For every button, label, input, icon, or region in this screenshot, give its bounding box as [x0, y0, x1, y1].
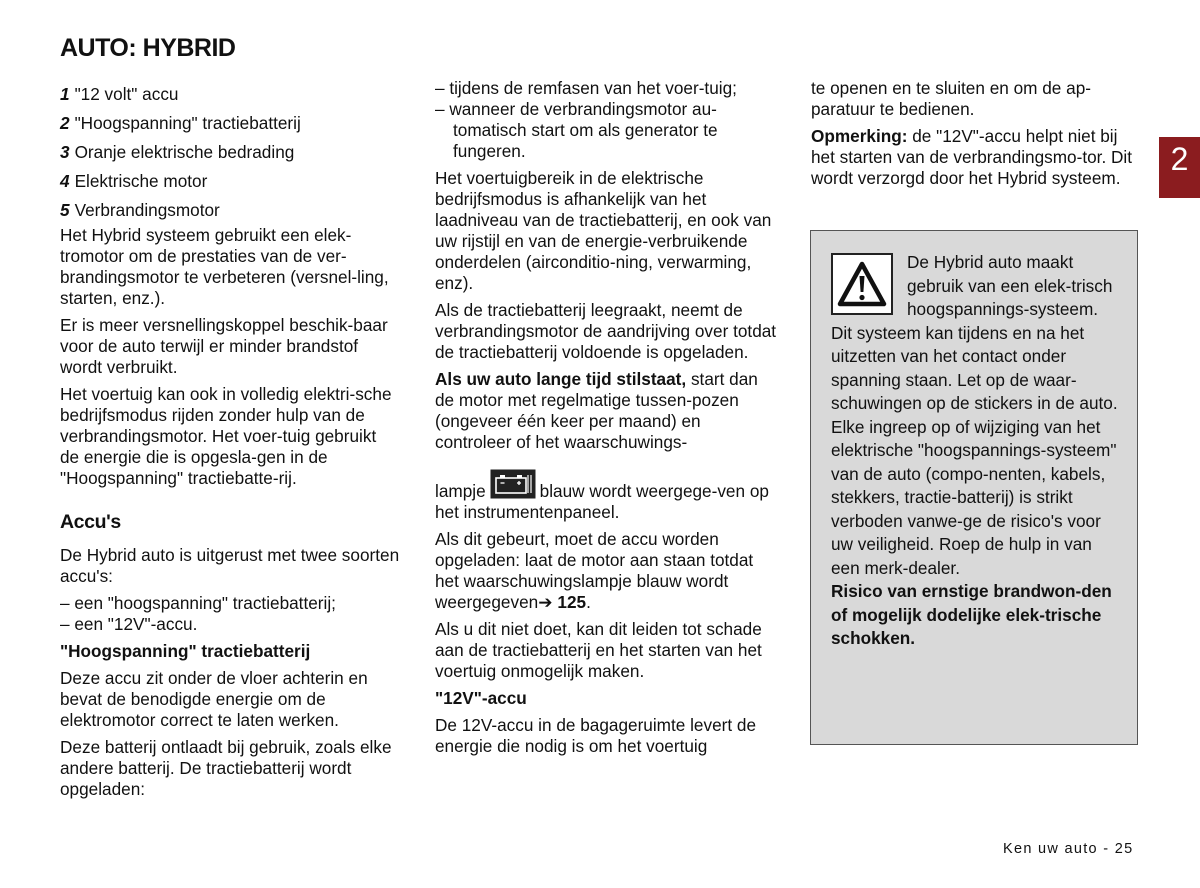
paragraph: te openen en te sluiten en om de ap-paratuur te bedienen.: [811, 78, 1091, 119]
warning-box: [810, 230, 1138, 745]
paragraph: Deze accu zit onder de vloer achterin en bevat de benodigde energie om de elektromotor correct te laten werken.: [60, 668, 368, 730]
paragraph: Elke ingreep op of wijziging van het elektrische "hoogspannings-systeem" van de auto (compo-nenten, kabels, stekkers, tractie-batterij) is strikt verboden vanwe-ge de risico's voor uw veiligheid. Roep de hulp in van een merk-dealer.: [831, 416, 1117, 578]
column-3: [811, 78, 1146, 195]
warning-intro: De Hybrid auto maakt gebruik van een elek-trisch hoogspannings-systeem.: [907, 252, 1113, 319]
paragraph: Het voertuig kan ook in volledig elektri-sche bedrijfsmodus rijden zonder hulp van de verbrandingsmotor. Het voer-tuig gebruikt de energie die is opgesla-gen in de "Hoogspanning" tractiebatte-rij.: [60, 384, 392, 488]
paragraph: Als uw auto lange tijd stilstaat, start dan de motor met regelmatige tussen-pozen (ongeveer één keer per maand) en controleer of het waarschuwings-: [435, 369, 758, 452]
arrow-right-icon: ➔: [538, 592, 553, 612]
paragraph: Als u dit niet doet, kan dit leiden tot schade aan de tractiebatterij en het starten van het voertuig onmogelijk maken.: [435, 619, 762, 681]
chapter-tab: 2: [1159, 137, 1200, 198]
subheading: "12V"-accu: [435, 688, 527, 708]
paragraph: Er is meer versnellingskoppel beschik-baar voor de auto terwijl er minder brandstof wordt verbruikt.: [60, 315, 388, 377]
list-item: 1 "12 volt" accu: [60, 84, 179, 104]
column-1: [60, 84, 400, 806]
dash-item: – een "12V"-accu.: [60, 614, 198, 634]
paragraph: Deze batterij ontlaadt bij gebruik, zoals elke andere batterij. De tractiebatterij wordt opgeladen:: [60, 737, 392, 799]
page-footer: Ken uw auto - 25: [1003, 841, 1134, 857]
paragraph: Het Hybrid systeem gebruikt een elek-tromotor om de prestaties van de ver-brandingsmotor te verbeteren (versnel-ling, starten, enz.).: [60, 225, 389, 308]
paragraph: Dit systeem kan tijdens en na het uitzetten van het contact onder spanning staan. Let op de waar-schuwingen op de stickers in de auto.: [831, 322, 1118, 413]
paragraph: lampje blauw wordt weergege-ven op het instrumentenpaneel.: [435, 469, 780, 523]
list-item: 2 "Hoogspanning" tractiebatterij: [60, 113, 301, 133]
page-reference-link[interactable]: 125: [557, 592, 587, 612]
battery-warning-icon: [490, 469, 536, 499]
section-heading: Accu's: [60, 511, 121, 533]
paragraph: Als de tractiebatterij leegraakt, neemt de verbrandingsmotor de aandrijving over totdat de tractiebatterij voldoende is opgeladen.: [435, 300, 777, 362]
column-2: [435, 78, 780, 763]
list-item: 3 Oranje elektrische bedrading: [60, 142, 295, 162]
dash-item: – tijdens de remfasen van het voer-tuig;: [435, 78, 737, 98]
paragraph: Als dit gebeurt, moet de accu worden opgeladen: laat de motor aan staan totdat het waarschuwingslampje blauw wordt weergegeven➔ 125.: [435, 529, 754, 612]
list-item: 5 Verbrandingsmotor: [60, 200, 220, 220]
dash-item: – een "hoogspanning" tractiebatterij;: [60, 593, 336, 613]
dash-item: – wanneer de verbrandingsmotor au-tomatisch start om als generator te fungeren.: [435, 99, 718, 161]
warning-header: [831, 251, 1119, 322]
paragraph: Opmerking: de "12V"-accu helpt niet bij het starten van de verbrandingsmo-tor. Dit wordt verzorgd door het Hybrid systeem.: [811, 126, 1132, 188]
warning-triangle-icon: [831, 253, 893, 315]
paragraph: Het voertuigbereik in de elektrische bedrijfsmodus is afhankelijk van het laadniveau van de tractiebatterij, en ook van uw rijstijl en van de energie-verbruikende onderdelen (airconditio-ning, verwarming, enz).: [435, 168, 772, 293]
list-item: 4 Elektrische motor: [60, 171, 208, 191]
subheading: "Hoogspanning" tractiebatterij: [60, 641, 311, 661]
paragraph: De Hybrid auto is uitgerust met twee soorten accu's:: [60, 545, 400, 586]
page-title: AUTO: HYBRID: [60, 34, 236, 62]
paragraph: De 12V-accu in de bagageruimte levert de energie die nodig is om het voertuig: [435, 715, 757, 756]
warning-risk: Risico van ernstige brandwon-den of mogelijk dodelijke elek-trische schokken.: [831, 581, 1112, 648]
